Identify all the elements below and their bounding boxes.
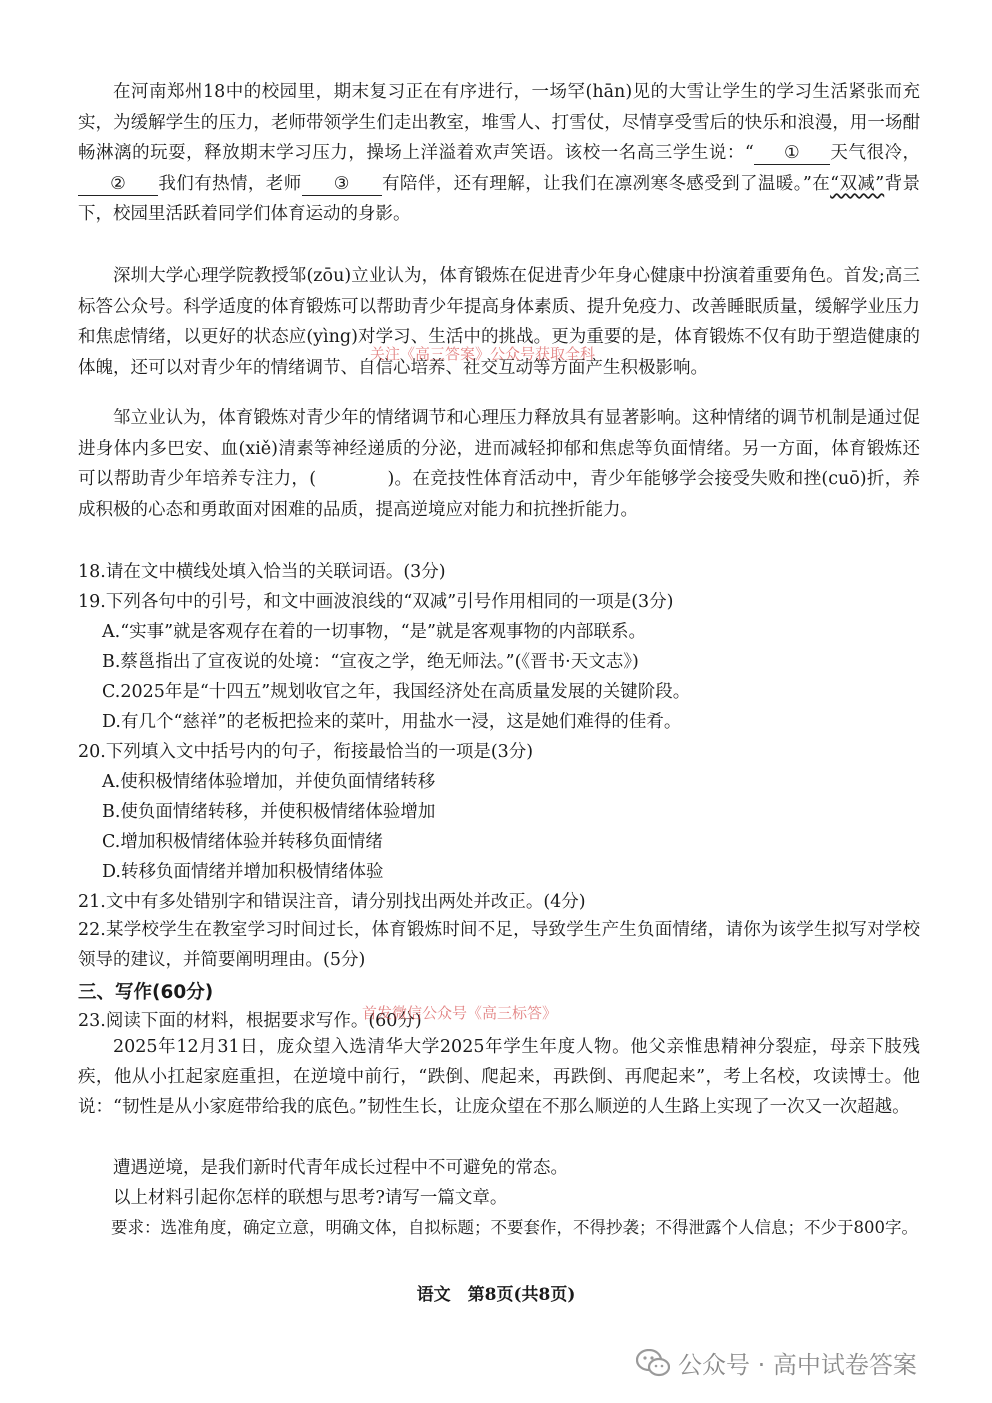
section-heading-writing: 三、写作(60分): [78, 982, 214, 1003]
brand-label: 公众号 · 高中试卷答案: [678, 1351, 917, 1379]
blank-3: ③: [302, 173, 382, 196]
question-19-option-a: A.“实事”就是客观存在着的一切事物，“是”就是客观事物的内部联系。: [102, 622, 646, 642]
p1-text-after: 背景下，校园里活跃着同学们体育运动的身影。: [78, 173, 921, 225]
question-21: 21.文中有多处错别字和错误注音，请分别找出两处并改正。(4分): [78, 892, 586, 912]
material-paragraph: 2025年12月31日，庞众望入选清华大学2025年学生年度人物。他父亲惟患精神分裂症，母亲下肢残疾，他从小扛起家庭重担，在逆境中前行，“跌倒、爬起来，再跌倒、再爬起来”，考上名校，攻读博士。他说：“韧性是从小家庭带给我的底色。”韧性生长，让庞众望在不那么顺逆的人生路上实现了一次又一次超越。: [78, 1037, 920, 1117]
passage-paragraph-1: [78, 77, 920, 230]
wechat-icon: [636, 1349, 670, 1377]
watermark-2: 首发微信公众号《高三标答》: [362, 1004, 558, 1022]
blank-1: ①: [754, 142, 830, 165]
question-19-option-c: C.2025年是“十四五”规划收官之年，我国经济处在高质量发展的关键阶段。: [102, 682, 691, 702]
p1-text-mid3: 有陪伴，还有理解，让我们在凛冽寒冬感受到了温暖。”在: [381, 173, 831, 194]
page-footer: 语文 第8页(共8页): [416, 1285, 576, 1305]
material-statement: 遭遇逆境，是我们新时代青年成长过程中不可避免的常态。: [113, 1158, 568, 1178]
question-18: 18.请在文中横线处填入恰当的关联词语。(3分): [78, 562, 446, 582]
passage-paragraph-3: 邹立业认为，体育锻炼对青少年的情绪调节和心理压力释放具有显著影响。这种情绪的调节机制是通过促进身体内多巴安、血(xiě)清素等神经递质的分泌，进而减轻抑郁和焦虑等负面情绪。另一方面，体育锻炼还可以帮助青少年培养专注力，( )。在竞技性体育活动中，青少年能够学会接受失败和挫(cuō)折，养成积极的心态和勇敢面对困难的品质，提高逆境应对能力和抗挫折能力。: [78, 408, 920, 520]
writing-requirements: 要求：选准角度，确定立意，明确文体，自拟标题；不要套作，不得抄袭；不得泄露个人信息；不少于800字。: [111, 1218, 918, 1237]
question-23: 23.阅读下面的材料，根据要求写作。(60分): [78, 1011, 422, 1031]
wechat-account-brand: [636, 1345, 917, 1380]
question-19-option-d: D.有几个“慈祥”的老板把捡来的菜叶，用盐水一浸，这是她们难得的佳肴。: [102, 712, 682, 732]
blank-2: ②: [78, 173, 158, 196]
writing-prompt: 以上材料引起你怎样的联想与思考?请写一篇文章。: [113, 1188, 508, 1208]
question-20-option-b: B.使负面情绪转移，并使积极情绪体验增加: [102, 802, 436, 822]
question-20-stem: 20.下列填入文中括号内的句子，衔接最恰当的一项是(3分): [78, 742, 534, 762]
passage-paragraph-2: 深圳大学心理学院教授邹(zōu)立业认为，体育锻炼在促进青少年身心健康中扮演着重要角色。首发;高三标答公众号。科学适度的体育锻炼可以帮助青少年提高身体素质、提升免疫力、改善睡眠质量，缓解学业压力和焦虑情绪，以更好的状态应(yìng)对学习、生活中的挑战。更为重要的是，体育锻炼不仅有助于塑造健康的体魄，还可以对青少年的情绪调节、自信心培养、社交互动等方面产生积极影响。: [78, 266, 920, 378]
question-19-stem: 19.下列各句中的引号，和文中画波浪线的“双减”引号作用相同的一项是(3分): [78, 592, 674, 612]
p1-text-mid2: 我们有热情，老师: [158, 173, 302, 194]
watermark-1: 关注《高三答案》公众号获取全科: [370, 345, 596, 363]
question-22: 22.某学校学生在教室学习时间过长，体育锻炼时间不足，导致学生产生负面情绪，请你为该学生拟写对学校领导的建议，并简要阐明理由。(5分): [78, 920, 920, 970]
p1-text-mid1: 天气很冷，: [829, 143, 920, 164]
question-20-option-a: A.使积极情绪体验增加，并使负面情绪转移: [102, 772, 436, 792]
question-20-option-d: D.转移负面情绪并增加积极情绪体验: [102, 862, 384, 882]
question-19-option-b: B.蔡邕指出了宣夜说的处境：“宣夜之学，绝无师法。”(《晋书·天文志》): [102, 652, 639, 672]
question-20-option-c: C.增加积极情绪体验并转移负面情绪: [102, 832, 383, 852]
p1-text-before: 在河南郑州18中的校园里，期末复习正在有序进行，一场罕(hān)见的大雪让学生的学习生活紧张而充实，为缓解学生的压力，老师带领学生们走出教室，堆雪人、打雪仗，尽情享受雪后的快乐和浪漫，用一场酣畅淋漓的玩耍，释放期末学习压力，操场上洋溢着欢声笑语。该校一名高三学生说：“: [78, 82, 920, 164]
wavy-underlined-shuangjian: “双减”: [830, 173, 885, 194]
